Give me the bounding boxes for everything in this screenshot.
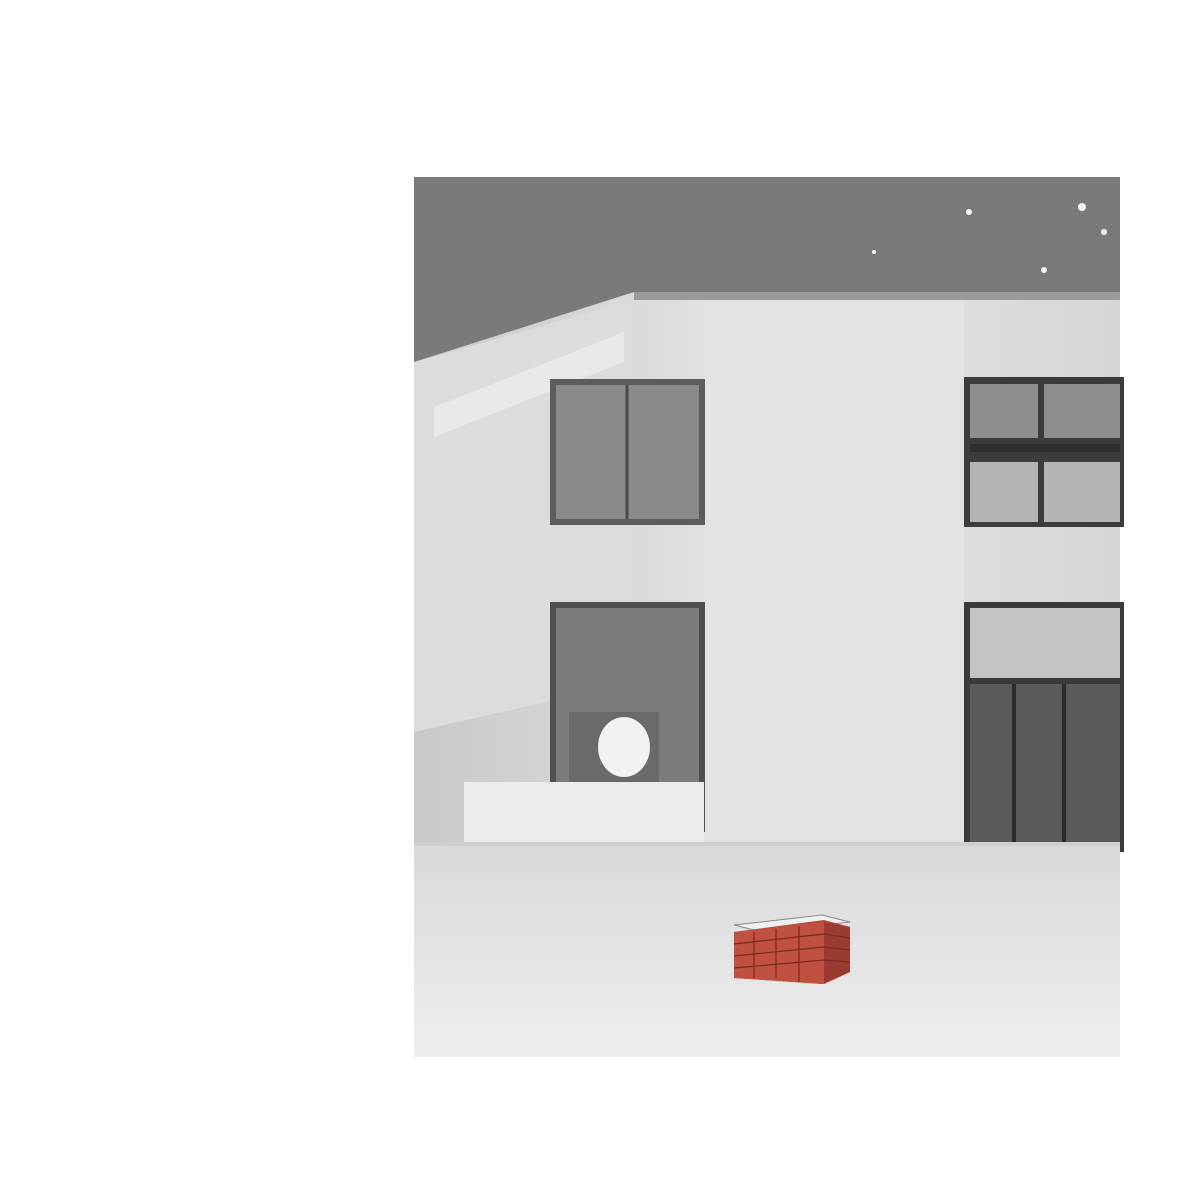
brick-base [734, 915, 850, 984]
concept-sketch-image [414, 172, 1126, 1088]
